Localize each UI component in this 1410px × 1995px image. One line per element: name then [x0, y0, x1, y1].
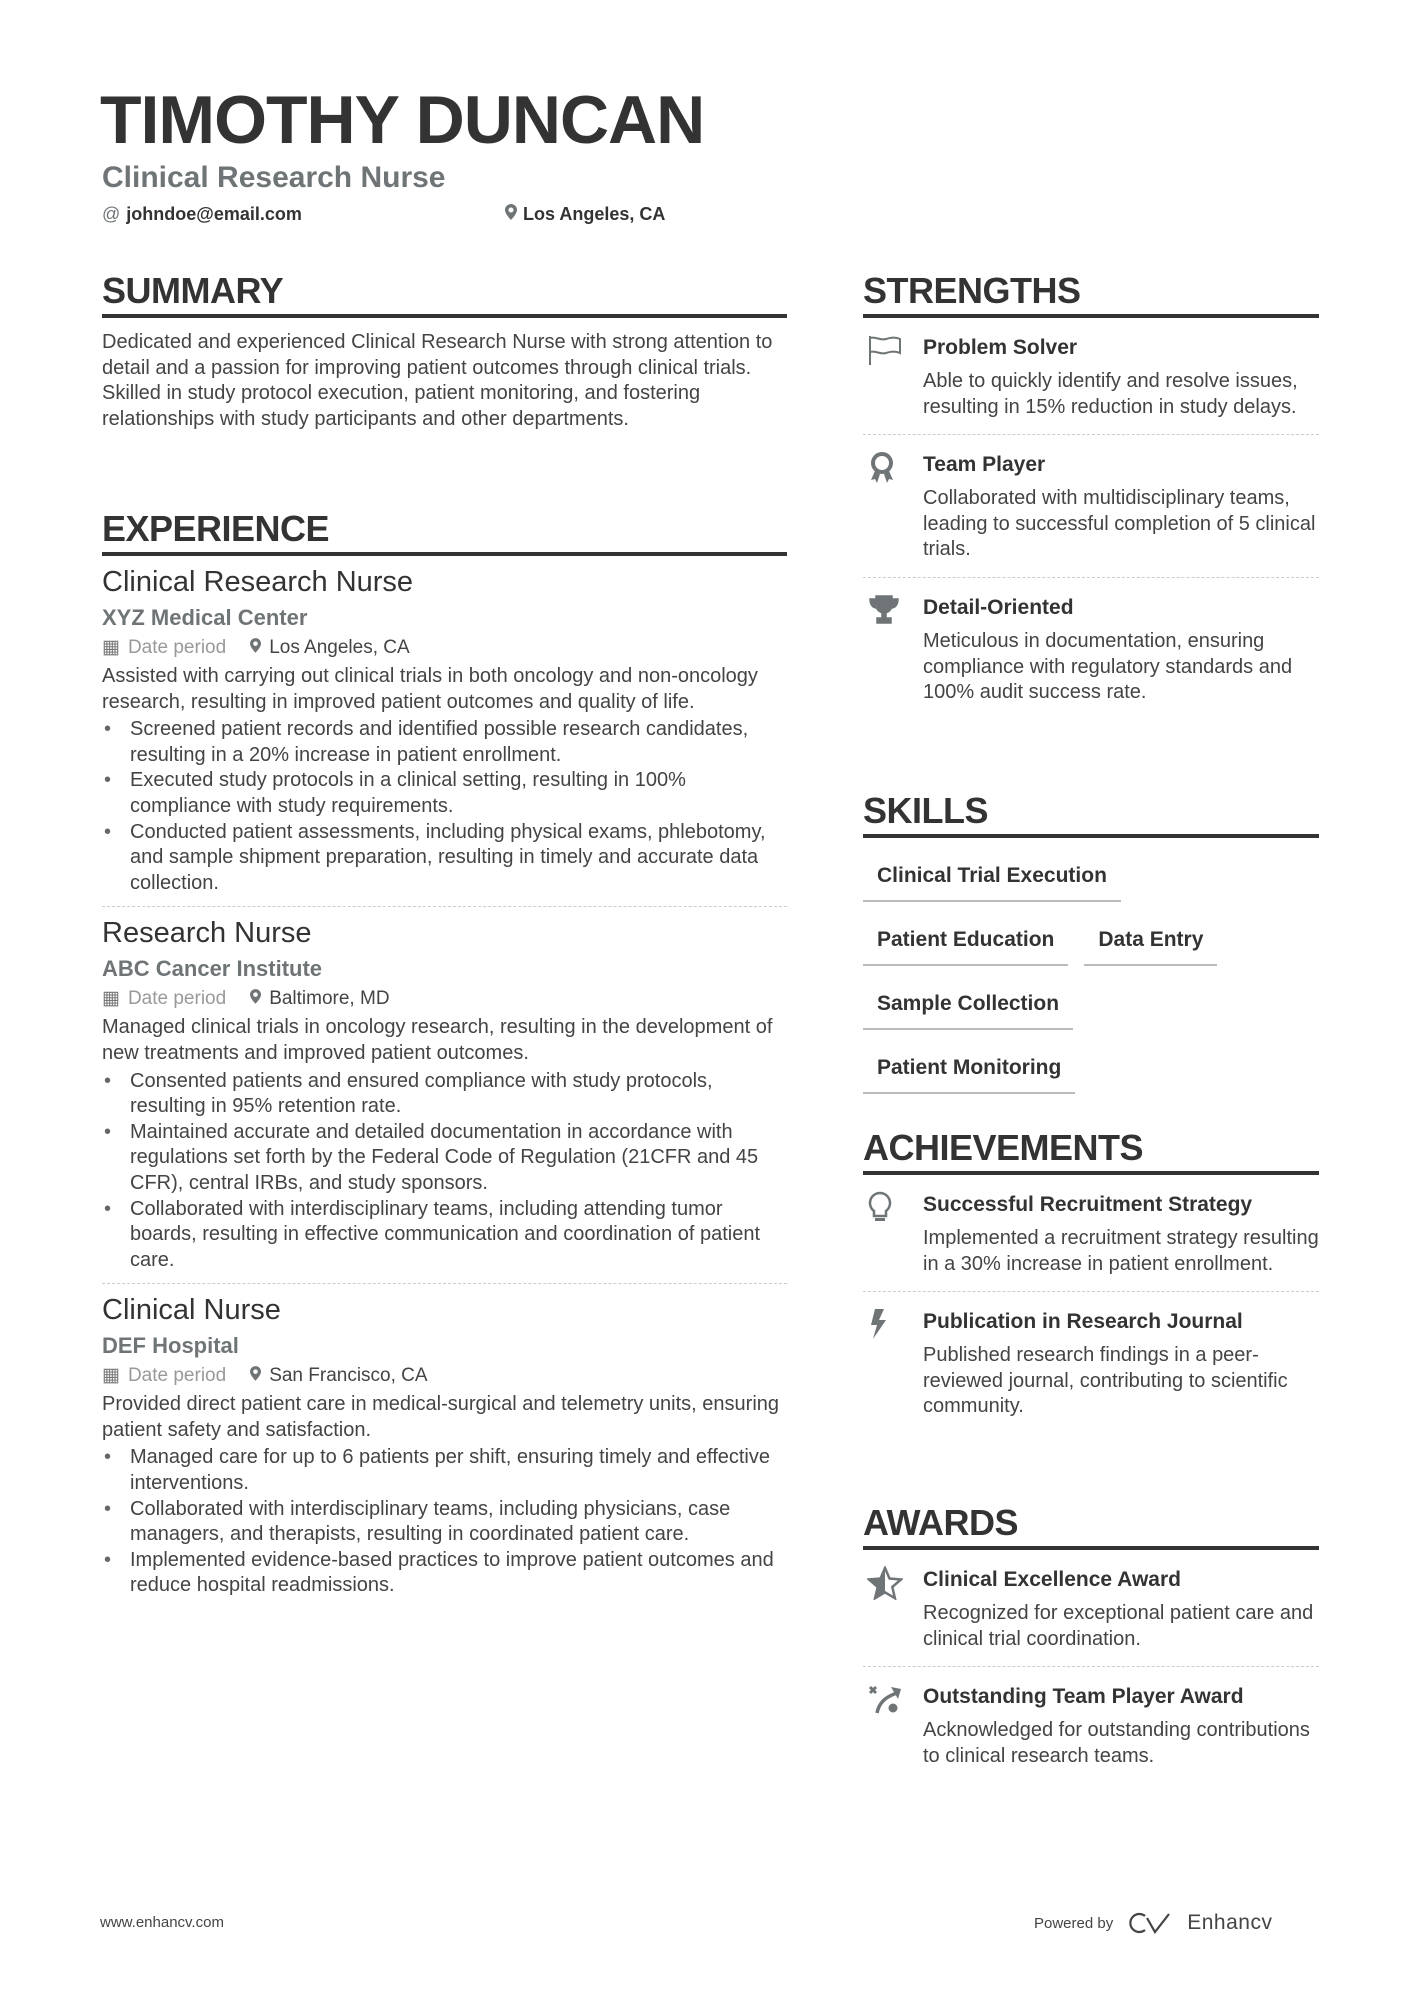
- job-company: DEF Hospital: [102, 1333, 239, 1359]
- job-title: Clinical Nurse: [102, 1294, 281, 1327]
- at-icon: @: [102, 204, 121, 224]
- awards-section: [863, 1502, 1319, 1783]
- strengths-item-desc: Able to quickly identify and resolve issues, resulting in 15% reduction in study delays.: [923, 370, 1298, 418]
- awards-item-desc: Acknowledged for outstanding contributions to clinical research teams.: [923, 1719, 1310, 1767]
- job-bullet: • Screened patient records and identified possible research candidates, resulting in a 20% increase in patient enrollment.: [102, 717, 787, 768]
- strengths-heading: STRENGTHS: [863, 270, 1319, 318]
- strengths-item: [863, 577, 1319, 720]
- awards-item: [863, 1666, 1319, 1783]
- job-location: Baltimore, MD: [269, 988, 390, 1010]
- flag-icon: [863, 334, 923, 420]
- strengths-section: [863, 270, 1319, 720]
- skills-heading: SKILLS: [863, 790, 1319, 838]
- strengths-item-title: Problem Solver: [923, 336, 1078, 359]
- job-bullets: [102, 717, 787, 896]
- calendar-icon: ▦: [102, 988, 120, 1010]
- strategy-icon: [863, 1683, 923, 1769]
- job-company: XYZ Medical Center: [102, 605, 308, 630]
- achievements-item-title: Publication in Research Journal: [923, 1310, 1243, 1334]
- trophy-icon: [863, 594, 923, 706]
- awards-item-title: Outstanding Team Player Award: [923, 1685, 1244, 1709]
- job-bullets: [102, 1069, 787, 1274]
- job-bullet: • Executed study protocols in a clinical setting, resulting in 100% compliance with study requirements.: [102, 768, 787, 819]
- job-meta: [102, 987, 787, 1011]
- summary-text: Dedicated and experienced Clinical Research Nurse with strong attention to detail and a passion for improving patient outcomes through clinical trials. Skilled in study protocol execution, patient monitoring, and fostering relationships with study participants and other departments.: [102, 331, 773, 430]
- lightbulb-icon: [863, 1191, 923, 1277]
- job-company: ABC Cancer Institute: [102, 956, 323, 982]
- location-pin-icon: [250, 1365, 261, 1386]
- job-bullet: • Maintained accurate and detailed documentation in accordance with regulations set forth by the Federal Code of Regulation (21CFR and 45 CFR), central IRBs, and study sponsors.: [102, 1120, 787, 1197]
- strengths-item: [863, 434, 1319, 577]
- medal-icon: [863, 451, 923, 563]
- footer-website[interactable]: www.enhancv.com: [100, 1914, 224, 1931]
- job-bullet: • Consented patients and ensured compliance with study protocols, resulting in 95% retention rate.: [102, 1069, 787, 1120]
- star-icon: [863, 1566, 923, 1652]
- job-description: Managed clinical trials in oncology research, resulting in the development of new treatments and improved patient outcomes.: [102, 1016, 773, 1064]
- calendar-icon: ▦: [102, 637, 120, 658]
- experience-section: [102, 508, 787, 1599]
- job-bullet: • Conducted patient assessments, including physical exams, phlebotomy, and sample shipment preparation, resulting in timely and accurate data collection.: [102, 820, 787, 897]
- skill-tag: Patient Education: [863, 916, 1068, 966]
- enhancv-logo-icon: [1127, 1912, 1173, 1934]
- strengths-item-desc: Meticulous in documentation, ensuring compliance with regulatory standards and 100% audit success rate.: [923, 629, 1293, 704]
- achievements-section: [863, 1127, 1319, 1434]
- experience-heading: EXPERIENCE: [102, 508, 787, 556]
- candidate-name: TIMOTHY DUNCAN: [100, 82, 705, 158]
- skills-section: [863, 790, 1319, 1108]
- job-description: Provided direct patient care in medical-surgical and telemetry units, ensuring patient safety and satisfaction.: [102, 1393, 780, 1441]
- achievements-item-title: Successful Recruitment Strategy: [923, 1193, 1253, 1216]
- job-date: Date period: [127, 637, 227, 658]
- location-pin-icon: [505, 203, 517, 225]
- skill-tag: Sample Collection: [863, 980, 1073, 1030]
- strengths-item: [863, 318, 1319, 434]
- strengths-item-title: Detail-Oriented: [923, 595, 1074, 619]
- summary-heading: SUMMARY: [102, 270, 787, 318]
- calendar-icon: ▦: [102, 1365, 120, 1387]
- job-bullet: • Collaborated with interdisciplinary teams, including physicians, case managers, and therapists, resulting in coordinated patient care.: [102, 1497, 787, 1548]
- job-location: San Francisco, CA: [269, 1365, 428, 1387]
- skill-tag: Patient Monitoring: [863, 1044, 1075, 1094]
- achievements-item-desc: Implemented a recruitment strategy resulting in a 30% increase in patient enrollment.: [923, 1227, 1319, 1275]
- strengths-item-title: Team Player: [923, 453, 1046, 477]
- job-bullet: • Managed care for up to 6 patients per shift, ensuring timely and effective interventions.: [102, 1445, 787, 1496]
- achievements-item-desc: Published research findings in a peer-reviewed journal, contributing to scientific community.: [923, 1344, 1288, 1418]
- job-description: Assisted with carrying out clinical trials in both oncology and non-oncology research, resulting in improved patient outcomes and quality of life.: [102, 665, 758, 713]
- job-title: Research Nurse: [102, 917, 312, 950]
- job-entry: [102, 1283, 787, 1599]
- achievements-item: [863, 1291, 1319, 1434]
- job-entry: [102, 564, 787, 896]
- lightning-icon: [863, 1308, 923, 1420]
- location-text: Los Angeles, CA: [523, 204, 666, 224]
- job-bullet: • Implemented evidence-based practices to improve patient outcomes and reduce hospital readmissions.: [102, 1548, 787, 1599]
- job-date: Date period: [127, 1365, 227, 1387]
- candidate-title: Clinical Research Nurse: [102, 161, 446, 194]
- job-location: Los Angeles, CA: [269, 637, 410, 658]
- awards-item-desc: Recognized for exceptional patient care and clinical trial coordination.: [923, 1602, 1314, 1650]
- job-title: Clinical Research Nurse: [102, 566, 414, 598]
- footer-powered: [1034, 1911, 1272, 1935]
- skill-tag: Data Entry: [1084, 916, 1217, 966]
- job-date: Date period: [127, 988, 227, 1010]
- contact-location: [505, 203, 665, 225]
- awards-item: [863, 1550, 1319, 1666]
- contact-email: [102, 203, 302, 225]
- awards-heading: AWARDS: [863, 1502, 1319, 1550]
- brand-text: Enhancv: [1187, 1911, 1273, 1934]
- strengths-item-desc: Collaborated with multidisciplinary teams, leading to successful completion of 5 clinical trials.: [923, 487, 1316, 561]
- job-meta: [102, 1364, 787, 1388]
- job-meta: [102, 636, 787, 660]
- job-bullet: • Collaborated with interdisciplinary teams, including attending tumor boards, resulting in effective communication and coordination of patient care.: [102, 1197, 787, 1274]
- location-pin-icon: [250, 988, 261, 1009]
- powered-by-text: Powered by: [1034, 1914, 1114, 1932]
- job-bullets: [102, 1445, 787, 1599]
- awards-item-title: Clinical Excellence Award: [923, 1568, 1181, 1591]
- job-entry: [102, 906, 787, 1273]
- achievements-heading: ACHIEVEMENTS: [863, 1127, 1319, 1175]
- achievements-item: [863, 1175, 1319, 1291]
- email-text: johndoe@email.com: [126, 204, 302, 224]
- location-pin-icon: [250, 637, 261, 658]
- summary-section: [102, 270, 787, 432]
- skill-tag: Clinical Trial Execution: [863, 852, 1121, 902]
